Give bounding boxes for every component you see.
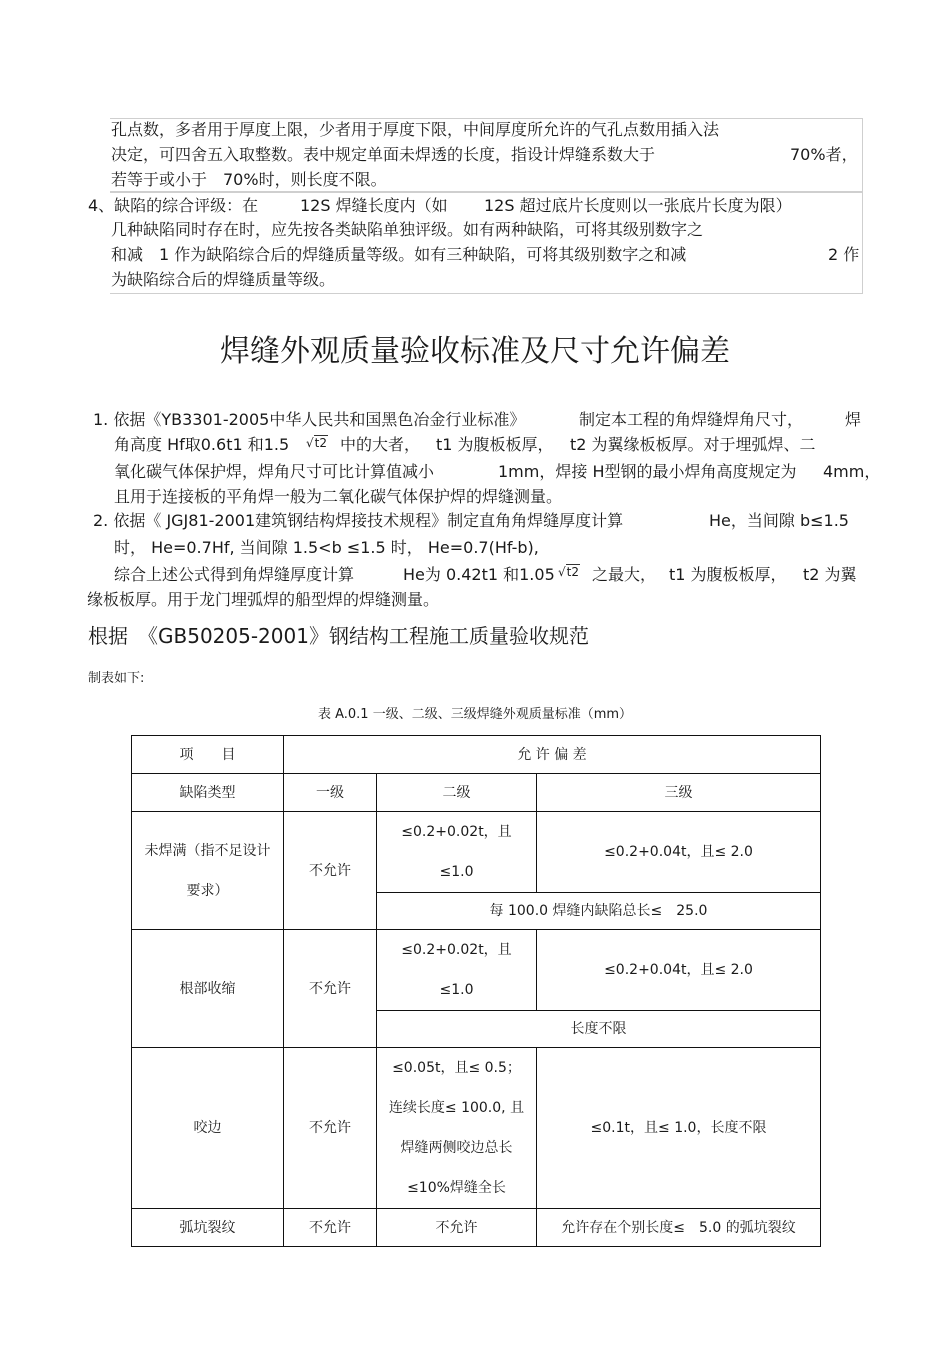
p2-sqrt-1: √t2 <box>558 565 579 579</box>
table-caption: 表 A.0.1 一级、二级、三级焊缝外观质量标准（mm） <box>317 707 633 722</box>
row-underfill-grade-3: ≤0.2+0.04t，且≤ 2.0 <box>537 812 821 893</box>
intro-line-6b: 2 作 <box>828 245 860 264</box>
p2-line-3b: He为 0.42t1 和1.05 <box>403 565 555 584</box>
table-note: 制表如下: <box>88 671 145 686</box>
row-underfill-subnote: 每 100.0 焊缝内缺陷总长≤ 25.0 <box>377 893 821 930</box>
sqrt-radicand: t2 <box>314 436 327 450</box>
p1-line-1c: 焊 <box>845 410 862 429</box>
row-undercut-grade-1: 不允许 <box>284 1048 377 1209</box>
row-underfill-grade-2: ≤0.2+0.02t，且≤1.0 <box>377 812 537 893</box>
intro-line-2a: 决定，可四舍五入取整数。表中规定单面未焊透的长度，指设计焊缝系数大于 <box>111 145 656 164</box>
p1-line-4: 且用于连接板的平角焊一般为二氧化碳气体保护焊的焊缝测量。 <box>114 487 563 506</box>
intro-line-6a: 和减 1 作为缺陷综合后的焊缝质量等级。如有三种缺陷，可将其级别数字之和减 <box>111 245 687 264</box>
intro-line-4a: 4、缺陷的综合评级：在 <box>88 196 259 215</box>
row-root-shrink-grade-1: 不允许 <box>284 930 377 1048</box>
p1-line-3c: 4mm， <box>823 462 881 481</box>
row-undercut-grade-2: ≤0.05t，且≤ 0.5；连续长度≤ 100.0, 且焊缝两侧咬边总长≤10%焊缝全长 <box>377 1048 537 1209</box>
section-heading: 根据 《GB50205-2001》钢结构工程施工质量验收规范 <box>88 624 589 648</box>
p1-line-2a: 角高度 Hf取0.6t1 和1.5 <box>114 435 290 454</box>
p2-line-3a: 综合上述公式得到角焊缝厚度计算 <box>114 565 355 584</box>
header-grade-3: 三级 <box>537 774 821 812</box>
p2-line-2: 时， He=0.7Hf, 当间隙 1.5<b ≤1.5 时， He=0.7(Hf-b), <box>114 538 539 557</box>
p1-sqrt-1: √t2 <box>306 436 327 450</box>
p1-line-1a: 1. 依据《YB3301-2005中华人民共和国黑色冶金行业标准》 <box>93 410 526 429</box>
row-undercut-grade-3: ≤0.1t，且≤ 1.0，长度不限 <box>537 1048 821 1209</box>
p2-line-3e: t2 为翼 <box>803 565 857 584</box>
row-root-shrink-name: 根部收缩 <box>132 930 284 1048</box>
p1-line-3a: 氧化碳气体保护焊，焊角尺寸可比计算值减小 <box>114 462 435 481</box>
row-undercut-name: 咬边 <box>132 1048 284 1209</box>
row-crater-crack-grade-2: 不允许 <box>377 1209 537 1247</box>
row-underfill-name: 未焊满（指不足设计要求） <box>132 812 284 930</box>
p2-line-4: 缘板板厚。用于龙门埋弧焊的船型焊的焊缝测量。 <box>87 590 440 609</box>
page-title: 焊缝外观质量验收标准及尺寸允许偏差 <box>220 334 730 369</box>
p1-line-2b: 中的大者， <box>340 435 421 454</box>
row-root-shrink-subnote: 长度不限 <box>377 1011 821 1048</box>
p1-line-1b: 制定本工程的角焊缝焊角尺寸， <box>579 410 804 429</box>
p2-line-1a: 2. 依据《 JGJ81-2001建筑钢结构焊接技术规程》制定直角角焊缝厚度计算 <box>93 511 624 530</box>
row-underfill-grade-1: 不允许 <box>284 812 377 930</box>
row-crater-crack-grade-1: 不允许 <box>284 1209 377 1247</box>
intro-line-2b: 70%者， <box>790 145 858 164</box>
intro-line-4c: 12S 超过底片长度则以一张底片长度为限） <box>484 196 792 215</box>
intro-line-1: 孔点数，多者用于厚度上限，少者用于厚度下限，中间厚度所允许的气孔点数用插入法 <box>111 120 720 139</box>
p2-line-1b: He，当间隙 b≤1.5 <box>709 511 849 530</box>
quality-standard-table <box>131 735 821 1247</box>
row-root-shrink-grade-2: ≤0.2+0.02t，且≤1.0 <box>377 930 537 1011</box>
header-grade-2: 二级 <box>377 774 537 812</box>
p2-line-3c: 之最大， <box>592 565 657 584</box>
p1-line-3b: 1mm，焊接 H型钢的最小焊角高度规定为 <box>498 462 797 481</box>
header-item: 项 目 <box>132 736 284 774</box>
header-grade-1: 一级 <box>284 774 377 812</box>
p2-line-3d: t1 为腹板板厚， <box>669 565 787 584</box>
row-root-shrink-grade-3: ≤0.2+0.04t，且≤ 2.0 <box>537 930 821 1011</box>
row-crater-crack-name: 弧坑裂纹 <box>132 1209 284 1247</box>
p1-line-2d: t2 为翼缘板板厚。对于埋弧焊、二 <box>570 435 816 454</box>
header-defect-type: 缺陷类型 <box>132 774 284 812</box>
intro-line-4b: 12S 焊缝长度内（如 <box>300 196 448 215</box>
intro-line-7: 为缺陷综合后的焊缝质量等级。 <box>111 270 336 289</box>
row-crater-crack-grade-3: 允许存在个别长度≤ 5.0 的弧坑裂纹 <box>537 1209 821 1247</box>
intro-line-5: 几种缺陷同时存在时，应先按各类缺陷单独评级。如有两种缺陷，可将其级别数字之 <box>111 220 704 239</box>
sqrt-radicand: t2 <box>566 565 579 579</box>
p1-line-2c: t1 为腹板板厚， <box>436 435 554 454</box>
header-deviation: 允 许 偏 差 <box>284 736 821 774</box>
intro-line-3: 若等于或小于 70%时，则长度不限。 <box>111 170 387 189</box>
